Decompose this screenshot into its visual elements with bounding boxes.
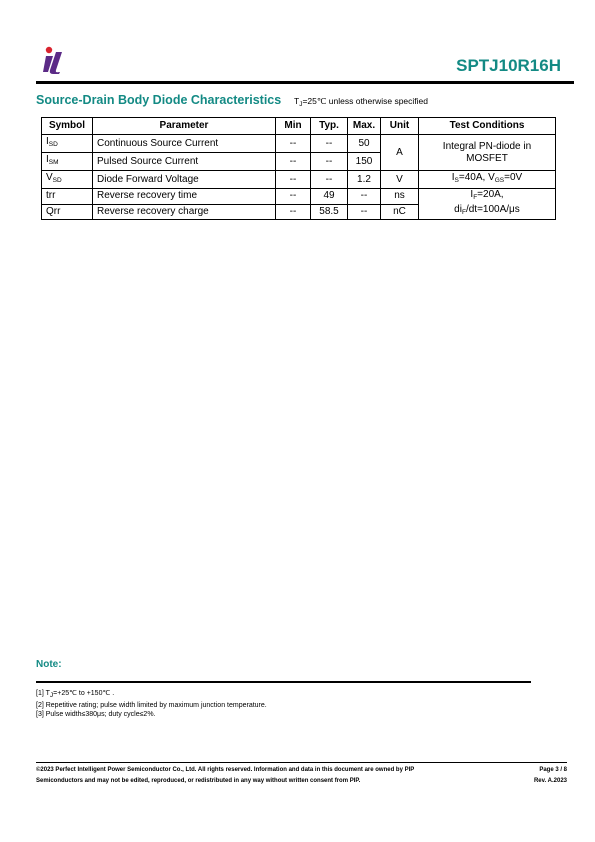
header-typ: Typ.	[311, 118, 348, 135]
note-1: [1] $T_J=+25℃$ to +150℃ .	[36, 690, 115, 699]
parameter-cell: Pulsed Source Current	[93, 153, 276, 171]
max-cell: --	[348, 204, 381, 220]
min-cell: --	[276, 189, 311, 205]
min-cell: --	[276, 135, 311, 153]
parameter-cell: Reverse recovery time	[93, 189, 276, 205]
header-min: Min	[276, 118, 311, 135]
test-condition-cell: $I_F=20A$, $di_F/dt=100A/\mu s$	[419, 189, 556, 220]
header-max: Max.	[348, 118, 381, 135]
note-3: [3] Pulse width≤380μs; duty cycle≤2%.	[36, 711, 156, 718]
part-number: SPTJ10R16H	[456, 56, 561, 75]
max-cell: 150	[348, 153, 381, 171]
notes-divider	[36, 681, 531, 683]
min-cell: --	[276, 171, 311, 189]
footer-copyright	[36, 765, 414, 787]
header-symbol: Symbol	[42, 118, 93, 135]
diode-characteristics-table	[41, 117, 556, 220]
typ-cell: --	[311, 135, 348, 153]
header-unit: Unit	[381, 118, 419, 135]
footer-divider	[36, 762, 567, 763]
page-number: Page 3 / 8	[539, 767, 567, 773]
copyright-line-1: ©2023 Perfect Intelligent Power Semiconductor Co., Ltd. All rights reserved. Information and data in this document are owned by PIP	[36, 767, 415, 773]
test-condition-cell: $I_S=40A$, $V_{GS}=0V$	[419, 171, 556, 189]
section-condition: $T_J=25℃$ unless otherwise specified	[294, 96, 428, 108]
typ-cell: --	[311, 171, 348, 189]
table-row	[42, 135, 556, 153]
parameter-cell: Continuous Source Current	[93, 135, 276, 153]
typ-cell: 58.5	[311, 204, 348, 220]
table-row	[42, 189, 556, 205]
symbol-cell: trr	[42, 189, 93, 205]
header-divider	[36, 81, 574, 84]
unit-cell: ns	[381, 189, 419, 205]
min-cell: --	[276, 153, 311, 171]
parameter-cell: Reverse recovery charge	[93, 204, 276, 220]
footer-meta	[534, 765, 567, 787]
table-row	[42, 171, 556, 189]
symbol-cell: $V_{SD}$	[42, 171, 93, 189]
unit-cell: V	[381, 171, 419, 189]
parameter-cell: Diode Forward Voltage	[93, 171, 276, 189]
notes-title: Note:	[36, 659, 62, 670]
table-header-row	[42, 118, 556, 135]
typ-cell: 49	[311, 189, 348, 205]
header-parameter: Parameter	[93, 118, 276, 135]
symbol-cell: $I_{SM}$	[42, 153, 93, 171]
notes-list	[36, 689, 267, 720]
company-logo-icon	[42, 46, 64, 74]
section-title: Source-Drain Body Diode Characteristics	[36, 93, 282, 107]
symbol-cell: Qrr	[42, 204, 93, 220]
copyright-line-2: Semiconductors and may not be edited, reproduced, or redistributed in any way without written consent from PIP.	[36, 778, 361, 784]
symbol-cell: $I_{SD}$	[42, 135, 93, 153]
unit-cell: A	[381, 135, 419, 171]
typ-cell: --	[311, 153, 348, 171]
unit-cell: nC	[381, 204, 419, 220]
max-cell: --	[348, 189, 381, 205]
revision: Rev. A.2023	[533, 778, 567, 784]
max-cell: 1.2	[348, 171, 381, 189]
max-cell: 50	[348, 135, 381, 153]
min-cell: --	[276, 204, 311, 220]
note-2: [2] Repetitive rating; pulse width limited by maximum junction temperature.	[36, 701, 267, 709]
header-test-conditions: Test Conditions	[419, 118, 556, 135]
test-condition-cell: Integral PN-diode in MOSFET	[419, 135, 556, 171]
